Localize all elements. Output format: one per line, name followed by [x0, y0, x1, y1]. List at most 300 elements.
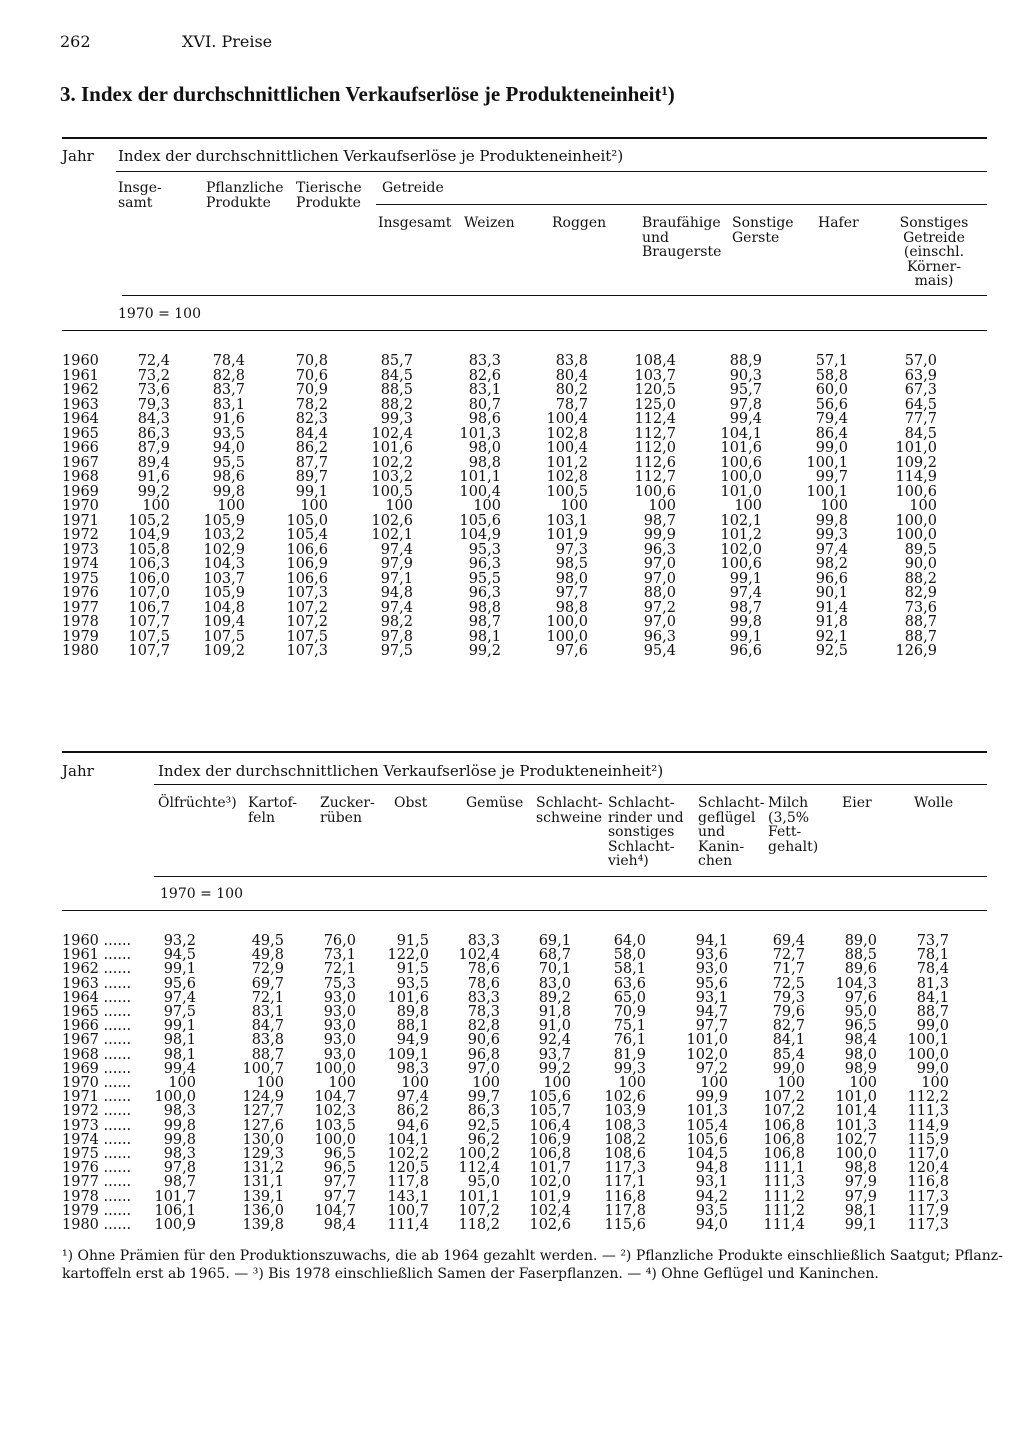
table1-cell: 106,6: [286, 570, 328, 587]
table2-cell: 117,3: [907, 1188, 949, 1205]
table2-cell: 63,6: [613, 975, 646, 992]
table2-cell: 98,1: [844, 1202, 877, 1219]
table2-cell: 93,0: [323, 989, 356, 1006]
table1-cell: 105,6: [459, 512, 501, 529]
table2-cell: 100,0: [835, 1146, 877, 1162]
table2-cell: 83,3: [467, 989, 500, 1006]
table1-cell: 98,6: [468, 411, 501, 427]
table1-cell: 101,1: [459, 469, 501, 485]
table1-cell: 126,9: [895, 643, 937, 659]
table2-cell: 75,1: [613, 1018, 646, 1035]
table1-cell: 100: [385, 498, 413, 514]
table1-cell: 106,3: [128, 556, 170, 572]
table1-row-year: 1971: [62, 512, 99, 529]
table1-cell: 107,3: [286, 643, 328, 659]
table2-cell: 105,4: [686, 1117, 728, 1134]
table2-cell: 93,2: [163, 933, 196, 949]
table1-cell: 82,8: [212, 367, 245, 384]
table2-cell: 100,0: [907, 1046, 949, 1063]
table2-cell: 72,5: [772, 975, 805, 992]
table1-cell: 100: [648, 498, 676, 514]
table2-col-schlachtrinder: Schlacht- rinder und sonstiges Schlacht- vieh⁴): [608, 795, 684, 869]
table2-cell: 83,8: [251, 1032, 284, 1049]
table1-cell: 99,0: [815, 440, 848, 456]
table1-cell: 89,7: [295, 469, 328, 485]
table1-cell: 120,5: [634, 382, 676, 398]
table1-cell: 102,1: [720, 512, 762, 529]
table2-cell: 94,0: [695, 1217, 728, 1233]
table2-header-rule: [154, 876, 987, 877]
table1-cell: 85,7: [380, 353, 413, 369]
table2-cell: 64,0: [613, 933, 646, 949]
table1-cell: 91,4: [815, 599, 848, 616]
table1-cell: 73,6: [137, 382, 170, 398]
table2-cell: 96,8: [467, 1046, 500, 1063]
table2-cell: 91,5: [396, 933, 429, 949]
table2-cell: 93,0: [323, 1032, 356, 1049]
table2-cell: 93,0: [323, 1004, 356, 1020]
table1-col-sonstige-gerste: Sonstige Gerste: [732, 215, 794, 246]
table1-col-tierische: Tierische Produkte: [296, 180, 362, 211]
table2-cell: 99,9: [695, 1089, 728, 1106]
table2-cell: 127,6: [242, 1117, 284, 1134]
table2-cell: 97,2: [695, 1060, 728, 1077]
table2-cell: 49,5: [251, 933, 284, 949]
table1-cell: 78,4: [212, 353, 245, 369]
table2-cell: 58,1: [613, 961, 646, 978]
table2-row-year: 1969 ......: [62, 1060, 132, 1077]
table1-cell: 107,5: [286, 628, 328, 645]
table1-cell: 107,3: [286, 585, 328, 601]
table1-cell: 112,6: [634, 454, 676, 471]
table1-cell: 72,4: [137, 353, 170, 369]
table1-cell: 83,8: [555, 353, 588, 369]
table2-cell: 88,5: [844, 947, 877, 964]
table2-cell: 102,6: [604, 1089, 646, 1106]
table1-cell: 98,6: [212, 469, 245, 485]
table2-cell: 104,1: [387, 1131, 429, 1148]
table1-cell: 97,1: [380, 570, 413, 587]
table1-cell: 93,5: [212, 425, 245, 442]
table2-cell: 99,4: [163, 1060, 196, 1077]
table1-cell: 82,3: [295, 411, 328, 427]
table1-cell: 97,8: [380, 628, 413, 645]
table2-cell: 120,5: [387, 1160, 429, 1177]
table1-cell: 112,0: [634, 440, 676, 456]
table1-row-year: 1968: [62, 469, 99, 485]
table2-cell: 115,9: [907, 1131, 949, 1148]
table1-cell: 104,9: [459, 527, 501, 543]
table1-cell: 100,6: [720, 454, 762, 471]
table2-cell: 95,6: [695, 975, 728, 992]
table2-row-year: 1979 ......: [62, 1202, 132, 1219]
table2-cell: 83,3: [467, 933, 500, 949]
table2-cell: 100: [256, 1075, 284, 1091]
table2-cell: 104,5: [686, 1146, 728, 1162]
table2-cell: 84,7: [251, 1018, 284, 1035]
table2-col-schlachtgefluegel: Schlacht- geflügel und Kanin- chen: [698, 795, 765, 869]
table1-cell: 100,6: [634, 483, 676, 500]
table2-cell: 106,8: [529, 1146, 571, 1162]
table1-cell: 103,7: [634, 367, 676, 384]
table2-cell: 100: [472, 1075, 500, 1091]
table1-cell: 125,0: [634, 396, 676, 413]
table2-cell: 97,7: [323, 1188, 356, 1205]
table1-cell: 102,1: [371, 527, 413, 543]
table1-cell: 101,2: [546, 454, 588, 471]
table2-col-milch: Milch (3,5% Fett- gehalt): [768, 795, 819, 855]
table2-cell: 78,6: [467, 961, 500, 978]
table1-cell: 98,2: [815, 556, 848, 572]
table2-cell: 107,2: [763, 1089, 805, 1106]
table2-row-year: 1966 ......: [62, 1018, 132, 1035]
table1-cell: 104,8: [203, 599, 245, 616]
table2-cell: 98,8: [844, 1160, 877, 1177]
table1-row-year: 1966: [62, 440, 99, 456]
table1-cell: 57,1: [815, 353, 848, 369]
table2-cell: 94,1: [695, 933, 728, 949]
table1-cell: 97,8: [729, 396, 762, 413]
table2-cell: 101,9: [529, 1188, 571, 1205]
table1-cell: 97,7: [555, 585, 588, 601]
table1-cell: 90,1: [815, 585, 848, 601]
table1-col-weizen: Weizen: [464, 215, 515, 231]
table2-cell: 102,4: [529, 1202, 571, 1219]
table2-cell: 102,3: [314, 1103, 356, 1120]
table1-cell: 56,6: [815, 396, 848, 413]
table1-cell: 103,1: [546, 512, 588, 529]
table1-cell: 91,6: [212, 411, 245, 427]
table1-caption: Index der durchschnittlichen Verkaufserlöse je Produkteneinheit²): [118, 147, 624, 165]
table1-cell: 98,0: [555, 570, 588, 587]
table2-caption: Index der durchschnittlichen Verkaufserlöse je Produkteneinheit²): [158, 762, 664, 780]
table1-cell: 107,2: [286, 599, 328, 616]
table2-cell: 91,5: [396, 961, 429, 978]
table1-cell: 98,7: [643, 512, 676, 529]
table1-cell: 98,5: [555, 556, 588, 572]
table2-cell: 106,4: [529, 1117, 571, 1134]
table2-cell: 117,1: [604, 1174, 646, 1191]
table2-cell: 104,7: [314, 1202, 356, 1219]
table2-cell: 100: [921, 1075, 949, 1091]
table2-cell: 117,0: [907, 1146, 949, 1162]
table1-cell: 100: [300, 498, 328, 514]
table2-cell: 106,8: [763, 1146, 805, 1162]
table1-cell: 84,5: [904, 425, 937, 442]
table2-col-wolle: Wolle: [914, 795, 954, 811]
table1-cell: 99,2: [137, 483, 170, 500]
table2-cell: 117,3: [907, 1217, 949, 1233]
table2-cell: 111,3: [763, 1174, 805, 1191]
table2-row-year: 1960 ......: [62, 933, 132, 949]
table2-cell: 68,7: [538, 947, 571, 964]
table1-top-rule: [62, 137, 987, 139]
table1-cell: 73,6: [904, 599, 937, 616]
table2-cell: 99,0: [916, 1060, 949, 1077]
table2-cell: 101,4: [835, 1103, 877, 1120]
table2-cell: 70,9: [613, 1004, 646, 1020]
table1-cell: 58,8: [815, 367, 848, 384]
table1-cell: 97,2: [643, 599, 676, 616]
table2-cell: 112,4: [458, 1160, 500, 1177]
table2-cell: 84,1: [916, 989, 949, 1006]
table1-cell: 102,6: [371, 512, 413, 529]
table2-cell: 102,0: [686, 1046, 728, 1063]
table1-row-year: 1972: [62, 527, 99, 543]
table2-cell: 97,6: [844, 989, 877, 1006]
table2-cell: 94,6: [396, 1117, 429, 1134]
table2-cell: 101,7: [529, 1160, 571, 1177]
table1-cell: 79,3: [137, 396, 170, 413]
table2-cell: 98,0: [844, 1046, 877, 1063]
table2-cell: 107,2: [763, 1103, 805, 1120]
table1-cell: 100,4: [459, 483, 501, 500]
table2-cell: 97,4: [163, 989, 196, 1006]
table2-cell: 98,4: [323, 1217, 356, 1233]
table2-cell: 100,9: [154, 1217, 196, 1233]
table1-cell: 97,0: [643, 556, 676, 572]
table2-cell: 98,1: [163, 1032, 196, 1049]
table1-cell: 95,5: [212, 454, 245, 471]
table1-col-getreide-insgesamt: Insgesamt: [378, 215, 452, 231]
table2-cell: 105,6: [529, 1089, 571, 1106]
table1-cell: 100,0: [720, 469, 762, 485]
table1-cell: 84,4: [295, 425, 328, 442]
table1-cell: 88,2: [904, 570, 937, 587]
table2-cell: 101,7: [154, 1188, 196, 1205]
table1-cell: 100: [734, 498, 762, 514]
table1-cell: 100,0: [546, 628, 588, 645]
table2-cell: 83,0: [538, 975, 571, 992]
table2-cell: 100: [401, 1075, 429, 1091]
table1-cell: 109,2: [895, 454, 937, 471]
table2-col-schlachtschweine: Schlacht- schweine: [536, 795, 603, 826]
table1-cell: 98,8: [555, 599, 588, 616]
table1-row-year: 1980: [62, 643, 99, 659]
table2-cell: 100,7: [242, 1060, 284, 1077]
table1-cell: 104,3: [203, 556, 245, 572]
table2-cell: 98,4: [844, 1032, 877, 1049]
table2-cell: 103,5: [314, 1117, 356, 1134]
table1-cell: 98,7: [729, 599, 762, 616]
table2-caption-rule: [154, 784, 987, 785]
table1-cell: 84,3: [137, 411, 170, 427]
table2-cell: 112,2: [907, 1089, 949, 1106]
table1-cell: 107,2: [286, 614, 328, 630]
table2-cell: 91,0: [538, 1018, 571, 1035]
table1-cell: 105,4: [286, 527, 328, 543]
table1-group-getreide: Getreide: [382, 180, 444, 196]
table1-cell: 97,4: [380, 541, 413, 558]
table2-cell: 73,1: [323, 947, 356, 964]
table1-cell: 99,3: [380, 411, 413, 427]
page-number: 262: [60, 32, 91, 51]
table2-cell: 97,0: [467, 1060, 500, 1077]
table2-cell: 69,4: [772, 933, 805, 949]
table2-cell: 100: [700, 1075, 728, 1091]
table2-cell: 78,1: [916, 947, 949, 964]
table2-cell: 75,3: [323, 975, 356, 992]
table2-cell: 99,8: [163, 1117, 196, 1134]
table1-cell: 100,1: [806, 454, 848, 471]
table1-cell: 70,9: [295, 382, 328, 398]
table2-row-year: 1977 ......: [62, 1174, 132, 1191]
table1-cell: 100: [820, 498, 848, 514]
table2-cell: 139,1: [242, 1188, 284, 1205]
table2-cell: 97,9: [844, 1174, 877, 1191]
table1-cell: 100,4: [546, 440, 588, 456]
table1-header-rule: [122, 295, 987, 296]
table2-cell: 111,4: [763, 1217, 805, 1233]
table2-cell: 99,1: [844, 1217, 877, 1233]
table2-cell: 86,2: [396, 1103, 429, 1120]
table2-cell: 99,1: [163, 1018, 196, 1035]
table1-cell: 88,9: [729, 353, 762, 369]
table2-col-zuckerrueben: Zucker- rüben: [320, 795, 375, 826]
table1-row-year: 1969: [62, 483, 99, 500]
table1-cell: 99,1: [295, 483, 328, 500]
table1-row-year: 1965: [62, 425, 99, 442]
table1-cell: 105,2: [128, 512, 170, 529]
table2-cell: 124,9: [242, 1089, 284, 1106]
table2-cell: 92,5: [467, 1117, 500, 1134]
table2-cell: 98,3: [163, 1103, 196, 1120]
table1-cell: 106,9: [286, 556, 328, 572]
table2-cell: 102,4: [458, 947, 500, 964]
table1-col-sonstiges-getreide: Sonstiges Getreide (einschl. Körner- mais): [899, 215, 969, 289]
table1-col-pflanzliche: Pflanzliche Produkte: [206, 180, 284, 211]
table2-cell: 101,0: [835, 1089, 877, 1106]
table1-cell: 99,9: [643, 527, 676, 543]
table2-cell: 98,3: [396, 1060, 429, 1077]
table2-cell: 79,3: [772, 989, 805, 1006]
table2-cell: 89,2: [538, 989, 571, 1006]
table1-cell: 100,4: [546, 411, 588, 427]
table2-cell: 84,1: [772, 1032, 805, 1049]
table2-cell: 127,7: [242, 1103, 284, 1120]
table1-cell: 112,4: [634, 411, 676, 427]
table2-cell: 72,7: [772, 947, 805, 964]
table2-cell: 79,6: [772, 1004, 805, 1020]
table2-row-year: 1970 ......: [62, 1075, 132, 1091]
table2-cell: 100: [618, 1075, 646, 1091]
table1-cell: 99,4: [729, 411, 762, 427]
table2-cell: 69,1: [538, 933, 571, 949]
table2-cell: 93,1: [695, 1174, 728, 1191]
table2-cell: 120,4: [907, 1160, 949, 1177]
table2-cell: 96,5: [323, 1160, 356, 1177]
table1-row-year: 1970: [62, 498, 99, 514]
table1-cell: 109,2: [203, 643, 245, 659]
table1-cell: 82,9: [904, 585, 937, 601]
table1-cell: 99,1: [729, 570, 762, 587]
table2-row-year: 1975 ......: [62, 1146, 132, 1162]
table2-cell: 101,6: [387, 989, 429, 1006]
page-title: 3. Index der durchschnittlichen Verkaufserlöse je Produkteneinheit¹): [60, 82, 675, 106]
table1-cell: 70,6: [295, 367, 328, 384]
table1-cell: 103,2: [203, 527, 245, 543]
table2-cell: 89,6: [844, 961, 877, 978]
table2-cell: 111,4: [387, 1217, 429, 1233]
table1-cell: 101,0: [720, 483, 762, 500]
table2-cell: 92,4: [538, 1032, 571, 1049]
table1-cell: 96,6: [729, 643, 762, 659]
table2-cell: 96,5: [844, 1018, 877, 1035]
table2-row-year: 1974 ......: [62, 1131, 132, 1148]
table2-cell: 94,2: [695, 1188, 728, 1205]
table2-cell: 90,6: [467, 1032, 500, 1049]
table1-cell: 88,7: [904, 614, 937, 630]
table2-cell: 81,3: [916, 975, 949, 992]
table2-cell: 106,8: [763, 1117, 805, 1134]
table1-cell: 60,0: [815, 382, 848, 398]
table1-cell: 100: [217, 498, 245, 514]
table1-cell: 100: [909, 498, 937, 514]
table2-cell: 95,6: [163, 975, 196, 992]
table2-row-year: 1964 ......: [62, 989, 132, 1006]
table2-cell: 93,0: [323, 1018, 356, 1035]
table1-cell: 100,5: [371, 483, 413, 500]
table1-cell: 88,2: [380, 396, 413, 413]
table1-cell: 100,0: [546, 614, 588, 630]
table2-cell: 93,1: [695, 989, 728, 1006]
table1-cell: 83,7: [212, 382, 245, 398]
table2-cell: 100: [168, 1075, 196, 1091]
table2-cell: 102,2: [387, 1146, 429, 1162]
table1-cell: 97,5: [380, 643, 413, 659]
table2-cell: 100,0: [314, 1131, 356, 1148]
table1-col-braugerste: Braufähige und Braugerste: [642, 215, 722, 260]
table1-getreide-rule: [376, 204, 987, 205]
running-header: XVI. Preise: [182, 32, 273, 51]
table1-cell: 98,1: [468, 628, 501, 645]
table2-cell: 72,9: [251, 961, 284, 978]
table2-cell: 70,1: [538, 961, 571, 978]
table2-cell: 115,6: [604, 1217, 646, 1233]
table2-cell: 88,7: [916, 1004, 949, 1020]
table2-cell: 107,2: [458, 1202, 500, 1219]
table2-cell: 117,8: [387, 1174, 429, 1191]
table1-cell: 63,9: [904, 367, 937, 384]
table1-cell: 94,8: [380, 585, 413, 601]
table1-cell: 95,4: [643, 643, 676, 659]
table1-cell: 98,2: [380, 614, 413, 630]
table2-cell: 65,0: [613, 989, 646, 1006]
table1-cell: 99,8: [815, 512, 848, 529]
table2-cell: 98,1: [163, 1046, 196, 1063]
table1-row-year: 1979: [62, 628, 99, 645]
table2-cell: 58,0: [613, 947, 646, 964]
table2-cell: 86,3: [467, 1103, 500, 1120]
table1-cell: 89,5: [904, 541, 937, 558]
table1-cell: 102,8: [546, 469, 588, 485]
table1-cell: 97,6: [555, 643, 588, 659]
table1-cell: 105,0: [286, 512, 328, 529]
table1-cell: 78,7: [555, 396, 588, 413]
table2-cell: 118,2: [458, 1217, 500, 1233]
table2-col-eier: Eier: [842, 795, 872, 811]
table2-cell: 96,2: [467, 1131, 500, 1148]
table2-cell: 100: [328, 1075, 356, 1091]
table1-cell: 98,7: [468, 614, 501, 630]
table2-cell: 72,1: [323, 961, 356, 978]
table2-cell: 117,9: [907, 1202, 949, 1219]
table1-cell: 102,2: [371, 454, 413, 471]
table1-cell: 80,7: [468, 396, 501, 413]
table1-cell: 107,7: [128, 614, 170, 630]
table2-cell: 100,2: [458, 1146, 500, 1162]
table1-cell: 100,1: [806, 483, 848, 500]
